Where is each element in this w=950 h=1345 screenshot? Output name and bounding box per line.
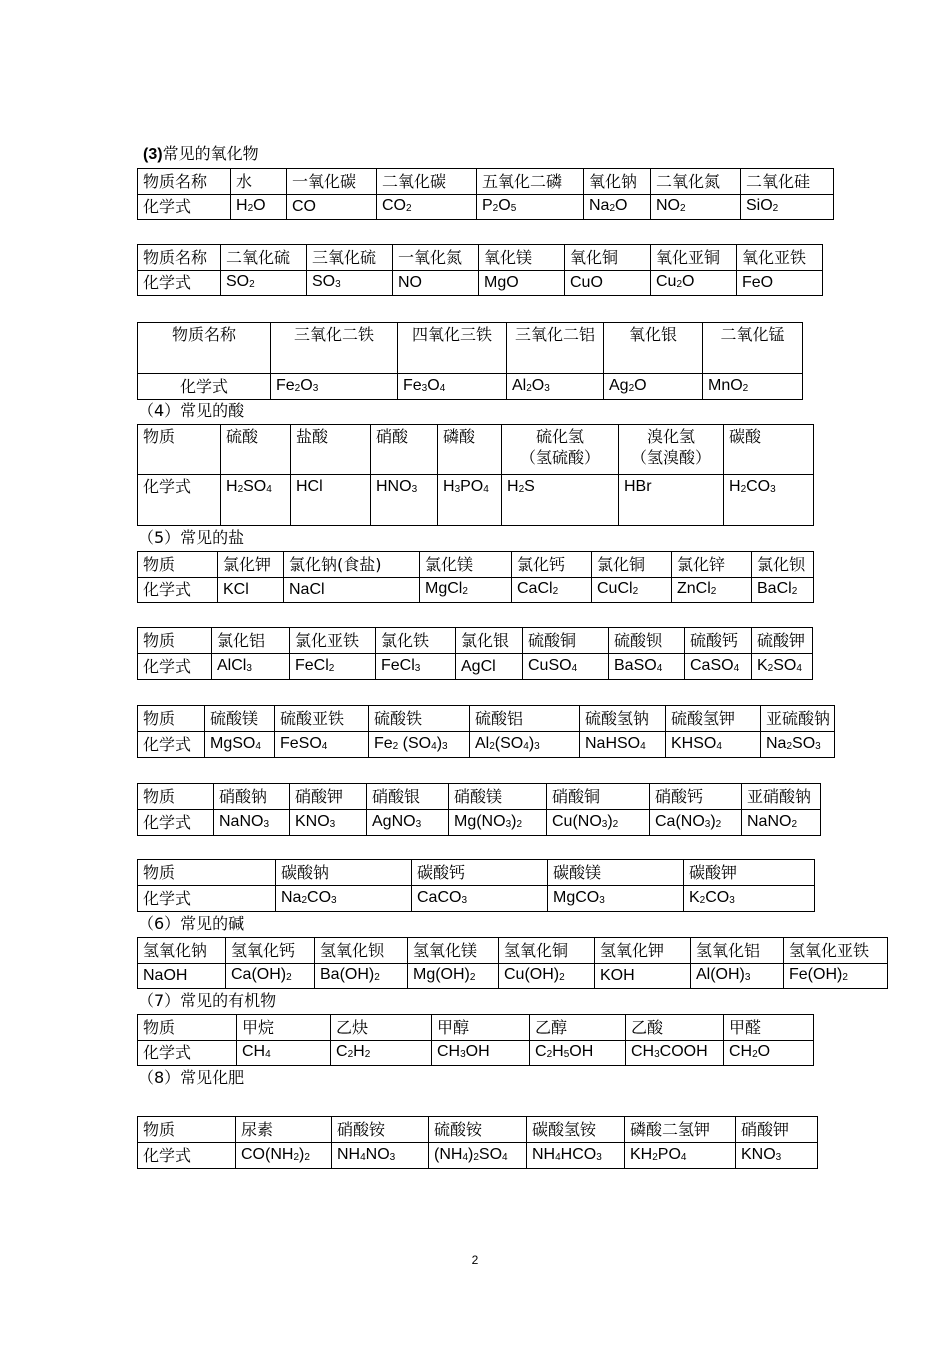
substance-name-cell: 氯化银 — [456, 628, 523, 654]
substance-name-cell: 乙炔 — [331, 1015, 432, 1041]
substance-name-cell: 盐酸 — [291, 425, 371, 475]
formula-cell: BaSO$_4$ — [609, 654, 685, 680]
substance-name-cell: 五氧化二磷 — [477, 169, 584, 195]
section-fertilizers-title: （8）常见化肥 — [138, 1068, 245, 1087]
row-label-cell: 物质 — [138, 860, 276, 886]
formula-cell: $NH_4HCO_3$ — [527, 1143, 625, 1169]
substance-name: 溴化氢 — [646, 427, 695, 446]
substance-name-cell: 氯化钡 — [752, 552, 814, 578]
bases-table — [137, 937, 888, 989]
formula-cell: $CO(NH_2)_2$ — [236, 1143, 332, 1169]
substance-name-cell: 氧化银 — [604, 323, 703, 374]
formula-cell: $SO_3$ — [307, 271, 393, 296]
formula-cell: $KNO_3$ — [736, 1143, 818, 1169]
substance-name-cell: 氯化铜 — [592, 552, 672, 578]
row-label-cell: 化学式 — [138, 810, 214, 836]
salts-table-4 — [137, 783, 821, 836]
substance-name-cell: 氧化亚铁 — [737, 245, 823, 271]
substance-name-cell: 硝酸铵 — [332, 1117, 429, 1143]
formula-cell: $H_2S$ — [502, 475, 619, 526]
substance-name-cell: 硝酸银 — [367, 784, 449, 810]
row-label-cell: 化学式 — [138, 654, 212, 680]
substance-name-cell: 碳酸镁 — [548, 860, 684, 886]
substance-name-cell: 碳酸钙 — [412, 860, 548, 886]
substance-name-cell: 硝酸钠 — [214, 784, 290, 810]
formula-cell: $CO_2$ — [377, 195, 477, 220]
formula-cell: $Al_2(SO_4)_3$ — [470, 732, 580, 758]
page-number: 2 — [471, 1253, 479, 1267]
row-label-cell: 化学式 — [138, 732, 205, 758]
row-label-cell: 化学式 — [138, 886, 276, 912]
formula-cell: $Na_2CO_3$ — [276, 886, 412, 912]
row-label-cell: 物质 — [138, 628, 212, 654]
salts-table-1 — [137, 551, 814, 603]
formula-cell: ZnCl$_2$ — [672, 578, 752, 603]
formula-cell: $Ca(OH)_2$ — [226, 964, 315, 989]
formula-cell: HCl — [291, 475, 371, 526]
formula-cell: $Fe_2O_3$ — [271, 374, 398, 400]
substance-name-cell: 氢氧化钠 — [138, 938, 226, 964]
substance-name-cell: 硫酸钡 — [609, 628, 685, 654]
substance-name-cell: 氧化镁 — [479, 245, 565, 271]
substance-name-cell: 硫酸钙 — [685, 628, 752, 654]
substance-name-cell: 三氧化二铝 — [507, 323, 604, 374]
substance-name-cell: 碳酸钾 — [684, 860, 815, 886]
substance-name-cell: 硝酸钾 — [736, 1117, 818, 1143]
formula-cell: $Cu(OH)_2$ — [499, 964, 595, 989]
row-label-cell: 物质 — [138, 425, 221, 475]
formula-cell: SiO$_2$ — [741, 195, 834, 220]
salts-table-3 — [137, 705, 835, 758]
substance-alias: （氢溴酸） — [630, 448, 711, 467]
substance-name-cell: 硫酸铁 — [369, 706, 470, 732]
substance-alias: （氢硫酸） — [519, 448, 600, 467]
formula-cell: $Fe_3O_4$ — [398, 374, 507, 400]
substance-name-cell: 四氧化三铁 — [398, 323, 507, 374]
formula-cell: $Na_2SO_3$ — [761, 732, 835, 758]
substance-name-cell: 二氧化硅 — [741, 169, 834, 195]
formula-cell: $CH_3COOH$ — [626, 1041, 724, 1066]
formula-cell: CuSO$_4$ — [523, 654, 609, 680]
formula-cell: NaNO$_3$ — [214, 810, 290, 836]
substance-name: 硫化氢 — [535, 427, 584, 446]
formula-cell: $H_2CO_3$ — [724, 475, 814, 526]
formula-cell: KOH — [595, 964, 691, 989]
row-label-cell: 物质 — [138, 784, 214, 810]
substance-name-cell — [619, 425, 724, 475]
substance-name-cell: 氯化亚铁 — [290, 628, 376, 654]
substance-name-cell: 氯化锌 — [672, 552, 752, 578]
formula-cell: $Ca(NO_3)_2$ — [650, 810, 742, 836]
acids-table — [137, 424, 814, 526]
substance-name-cell: 氢氧化铜 — [499, 938, 595, 964]
formula-cell: $H_2O$ — [231, 195, 287, 220]
substance-name-cell: 氢氧化钾 — [595, 938, 691, 964]
salts-table-5 — [137, 859, 815, 912]
substance-name-cell: 氧化钠 — [584, 169, 651, 195]
substance-name-cell: 硫酸铜 — [523, 628, 609, 654]
substance-name-cell: 硫酸铝 — [470, 706, 580, 732]
row-label-cell: 物质 — [138, 552, 218, 578]
substance-name-cell: 水 — [231, 169, 287, 195]
formula-cell: $C_2H_5OH$ — [530, 1041, 626, 1066]
substance-name-cell: 氯化铝 — [212, 628, 290, 654]
substance-name-cell: 甲醛 — [724, 1015, 814, 1041]
substance-name-cell: 亚硫酸钠 — [761, 706, 835, 732]
substance-name-cell: 二氧化碳 — [377, 169, 477, 195]
row-label-cell: 物质名称 — [138, 169, 231, 195]
row-label-cell: 物质 — [138, 1117, 236, 1143]
formula-cell: $Al(OH)_3$ — [691, 964, 784, 989]
row-label-cell: 化学式 — [138, 271, 221, 296]
formula-cell: $P_2O_5$ — [477, 195, 584, 220]
substance-name-cell: 乙酸 — [626, 1015, 724, 1041]
row-label-cell: 化学式 — [138, 1041, 237, 1066]
substance-name-cell: 甲烷 — [237, 1015, 331, 1041]
formula-cell: $HNO_3$ — [371, 475, 438, 526]
substance-name-cell: 碳酸氢铵 — [527, 1117, 625, 1143]
formula-cell: NaCl — [284, 578, 420, 603]
formula-cell: $Cu_2O$ — [651, 271, 737, 296]
substance-name-cell: 氧化亚铜 — [651, 245, 737, 271]
section-acids-title: （4）常见的酸 — [138, 401, 245, 420]
substance-name-cell: 二氧化锰 — [703, 323, 803, 374]
formula-cell: $CH_3OH$ — [432, 1041, 530, 1066]
organics-table — [137, 1014, 814, 1066]
substance-name-cell: 一氧化氮 — [393, 245, 479, 271]
fertilizers-table — [137, 1116, 818, 1169]
substance-name-cell — [502, 425, 619, 475]
substance-name-cell: 二氧化硫 — [221, 245, 307, 271]
substance-name-cell: 三氧化二铁 — [271, 323, 398, 374]
substance-name-cell: 亚硝酸钠 — [742, 784, 821, 810]
formula-cell: $NH_4NO_3$ — [332, 1143, 429, 1169]
row-label-cell: 化学式 — [138, 1143, 236, 1169]
formula-cell: MgSO$_4$ — [205, 732, 275, 758]
substance-name-cell: 乙醇 — [530, 1015, 626, 1041]
section-organics-title: （7）常见的有机物 — [138, 991, 277, 1010]
section-oxides-title: (3)常见的氧化物 — [143, 144, 259, 163]
substance-name-cell: 硝酸钾 — [290, 784, 367, 810]
substance-name-cell: 氯化铁 — [376, 628, 456, 654]
section-salts-title: （5）常见的盐 — [138, 528, 245, 547]
substance-name-cell: 氯化钾 — [218, 552, 284, 578]
substance-name-cell: 硝酸铜 — [547, 784, 650, 810]
substance-name-cell: 硝酸镁 — [449, 784, 547, 810]
formula-cell: $H_2SO_4$ — [221, 475, 291, 526]
substance-name-cell: 氯化钠(食盐) — [284, 552, 420, 578]
formula-cell: $Fe_2$ $(SO_4)_3$ — [369, 732, 470, 758]
oxides-table-2 — [137, 244, 823, 296]
oxides-table-1 — [137, 168, 834, 220]
formula-cell: $Na_2O$ — [584, 195, 651, 220]
substance-name-cell: 尿素 — [236, 1117, 332, 1143]
substance-name-cell: 硫酸氢钾 — [666, 706, 761, 732]
formula-cell: $Fe(OH)_2$ — [784, 964, 888, 989]
formula-cell: $KH_2PO_4$ — [625, 1143, 736, 1169]
formula-cell: NO — [393, 271, 479, 296]
formula-cell: KCl — [218, 578, 284, 603]
substance-name-cell: 二氧化氮 — [651, 169, 741, 195]
substance-name-cell: 氧化铜 — [565, 245, 651, 271]
substance-name-cell: 氢氧化镁 — [408, 938, 499, 964]
substance-name-cell: 碳酸钠 — [276, 860, 412, 886]
substance-name-cell: 硫酸亚铁 — [275, 706, 369, 732]
formula-cell: AgNO$_3$ — [367, 810, 449, 836]
formula-cell: $KHSO_4$ — [666, 732, 761, 758]
substance-name-cell: 硫酸 — [221, 425, 291, 475]
formula-cell: $Ag_2O$ — [604, 374, 703, 400]
formula-cell: CaCO$_3$ — [412, 886, 548, 912]
formula-cell: $Ba(OH)_2$ — [315, 964, 408, 989]
substance-name-cell: 硝酸钙 — [650, 784, 742, 810]
substance-name-cell: 硝酸 — [371, 425, 438, 475]
row-label-cell: 化学式 — [138, 578, 218, 603]
formula-cell: $Mg(OH)_2$ — [408, 964, 499, 989]
formula-cell: NaNO$_2$ — [742, 810, 821, 836]
row-label-cell: 物质名称 — [138, 245, 221, 271]
substance-name-cell: 氢氧化铝 — [691, 938, 784, 964]
formula-cell: FeCl$_3$ — [376, 654, 456, 680]
formula-cell: CO — [287, 195, 377, 220]
row-label-cell: 化学式 — [138, 374, 271, 400]
substance-name-cell: 碳酸 — [724, 425, 814, 475]
substance-name-cell: 三氧化硫 — [307, 245, 393, 271]
substance-name-cell: 磷酸 — [438, 425, 502, 475]
substance-name-cell: 氢氧化亚铁 — [784, 938, 888, 964]
formula-cell: $C_2H_2$ — [331, 1041, 432, 1066]
formula-cell: HBr — [619, 475, 724, 526]
formula-cell: CuCl$_2$ — [592, 578, 672, 603]
substance-name-cell: 硫酸铵 — [429, 1117, 527, 1143]
substance-name-cell: 氢氧化钡 — [315, 938, 408, 964]
substance-name-cell: 氢氧化钙 — [226, 938, 315, 964]
formula-cell: CuO — [565, 271, 651, 296]
formula-cell: AgCl — [456, 654, 523, 680]
formula-cell: $K_2CO_3$ — [684, 886, 815, 912]
section-bases-title: （6）常见的碱 — [138, 914, 245, 933]
row-label-cell: 物质名称 — [138, 323, 271, 374]
formula-cell: NaOH — [138, 964, 226, 989]
section-oxides-label: 常见的氧化物 — [162, 144, 259, 163]
formula-cell: $KNO_3$ — [290, 810, 367, 836]
formula-cell: NaHSO$_4$ — [580, 732, 666, 758]
formula-cell: $CH_2O$ — [724, 1041, 814, 1066]
formula-cell: FeO — [737, 271, 823, 296]
oxides-table-3 — [137, 322, 803, 400]
formula-cell: $SO_2$ — [221, 271, 307, 296]
salts-table-2 — [137, 627, 813, 680]
substance-name-cell: 一氧化碳 — [287, 169, 377, 195]
substance-name-cell: 氯化钙 — [512, 552, 592, 578]
formula-cell: $CH_4$ — [237, 1041, 331, 1066]
row-label-cell: 物质 — [138, 1015, 237, 1041]
formula-cell: $K_2SO_4$ — [752, 654, 813, 680]
formula-cell: $(NH_4)_2SO_4$ — [429, 1143, 527, 1169]
substance-name-cell: 硫酸钾 — [752, 628, 813, 654]
substance-name-cell: 磷酸二氢钾 — [625, 1117, 736, 1143]
formula-cell: $Al_2O_3$ — [507, 374, 604, 400]
formula-cell: FeCl$_2$ — [290, 654, 376, 680]
substance-name-cell: 硫酸镁 — [205, 706, 275, 732]
formula-cell: $NO_2$ — [651, 195, 741, 220]
substance-name-cell: 氯化镁 — [420, 552, 512, 578]
formula-cell: $Mg(NO_3)_2$ — [449, 810, 547, 836]
formula-cell: $Cu(NO_3)_2$ — [547, 810, 650, 836]
formula-cell: AlCl$_3$ — [212, 654, 290, 680]
substance-name-cell: 甲醇 — [432, 1015, 530, 1041]
formula-cell: BaCl$_2$ — [752, 578, 814, 603]
formula-cell: MgCl$_2$ — [420, 578, 512, 603]
formula-cell: MnO$_2$ — [703, 374, 803, 400]
formula-cell: CaCl$_2$ — [512, 578, 592, 603]
formula-cell: $H_3PO_4$ — [438, 475, 502, 526]
formula-cell: MgO — [479, 271, 565, 296]
substance-name-cell: 硫酸氢钠 — [580, 706, 666, 732]
formula-cell: CaSO$_4$ — [685, 654, 752, 680]
row-label-cell: 化学式 — [138, 475, 221, 526]
row-label-cell: 化学式 — [138, 195, 231, 220]
formula-cell: MgCO$_3$ — [548, 886, 684, 912]
formula-cell: FeSO$_4$ — [275, 732, 369, 758]
row-label-cell: 物质 — [138, 706, 205, 732]
